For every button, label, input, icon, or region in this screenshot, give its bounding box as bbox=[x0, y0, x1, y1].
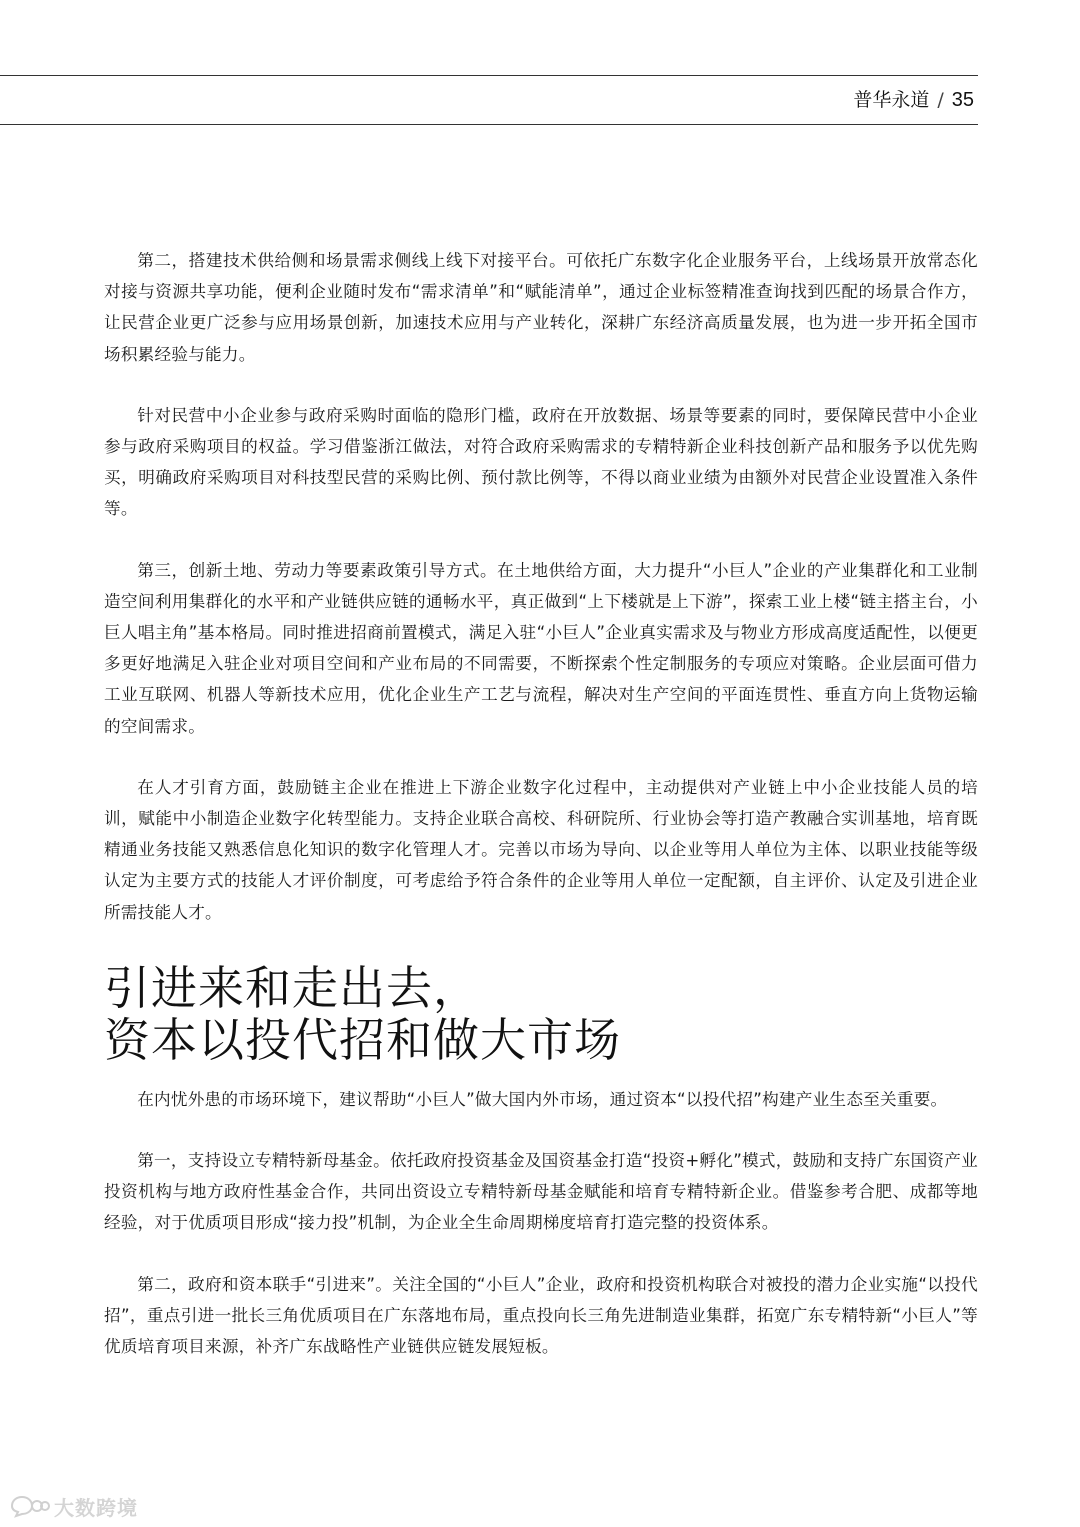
page-body bbox=[104, 245, 978, 1362]
paragraph-talent: 在人才引育方面，鼓励链主企业在推进上下游企业数字化过程中，主动提供对产业链上中小企业技能人员的培训，赋能中小制造企业数字化转型能力。支持企业联合高校、科研院所、行业协会等打造产教融合实训基地，培育既精通业务技能又熟悉信息化知识的数字化管理人才。完善以市场为导向、以企业等用人单位为主体、以职业技能等级认定为主要方式的技能人才评价制度，可考虑给予符合条件的企业等用人单位一定配额，自主评价、认定及引进企业所需技能人才。 bbox=[104, 777, 978, 922]
paragraph-bring-in: 第二，政府和资本联手“引进来”。关注全国的“小巨人”企业，政府和投资机构联合对被投的潜力企业实施“以投代招”，重点引进一批长三角优质项目在广东落地布局，重点投向长三角先进制造业集群，拓宽广东专精特新“小巨人”等优质培育项目来源，补齐广东战略性产业链供应链发展短板。 bbox=[104, 1274, 978, 1357]
header-rule-bottom bbox=[0, 124, 978, 125]
section-heading-line-2: 资本以投代招和做大市场 bbox=[104, 1012, 621, 1067]
header-rule-top bbox=[0, 75, 978, 76]
header-title: 普华永道 bbox=[853, 89, 930, 111]
paragraph-mother-fund: 第一，支持设立专精特新母基金。依托政府投资基金及国资基金打造“投资+孵化”模式，鼓励和支持广东国资产业投资机构与地方政府性基金合作，共同出资设立专精特新母基金赋能和培育专精特新企业。借鉴参考合肥、成都等地经验，对于优质项目形成“接力投”机制，为企业全生命周期梯度培育打造完整的投资体系。 bbox=[104, 1151, 978, 1233]
chat-bubble-logo-icon bbox=[8, 1494, 50, 1518]
watermark bbox=[8, 1492, 138, 1520]
section-heading-line-1: 引进来和走出去， bbox=[104, 960, 480, 1015]
paragraph-procurement: 针对民营中小企业参与政府采购时面临的隐形门槛，政府在开放数据、场景等要素的同时，要保障民营中小企业参与政府采购项目的权益。学习借鉴浙江做法，对符合政府采购需求的专精特新企业科技创新产品和服务予以优先购买，明确政府采购项目对科技型民营的采购比例、预付款比例等，不得以商业业绩为由额外对民营企业设置准入条件等。 bbox=[104, 405, 978, 519]
paragraph-land-labor: 第三，创新土地、劳动力等要素政策引导方式。在土地供给方面，大力提升“小巨人”企业的产业集群化和工业制造空间利用集群化的水平和产业链供应链的通畅水平，真正做到“上下楼就是上下游”，探索工业上楼“链主搭主台，小巨人唱主角”基本格局。同时推进招商前置模式，满足入驻“小巨人”企业真实需求及与物业方形成高度适配性，以便更多更好地满足入驻企业对项目空间和产业布局的不同需要，不断探索个性定制服务的专项应对策略。企业层面可借力工业互联网、机器人等新技术应用，优化企业生产工艺与流程，解决对生产空间的平面连贯性、垂直方向上货物运输的空间需求。 bbox=[104, 560, 978, 736]
section-heading bbox=[104, 962, 978, 1066]
page-number: 35 bbox=[951, 89, 974, 111]
running-header bbox=[853, 86, 974, 114]
paragraph-platform: 第二，搭建技术供给侧和场景需求侧线上线下对接平台。可依托广东数字化企业服务平台，上线场景开放常态化对接与资源共享功能，便利企业随时发布“需求清单”和“赋能清单”，通过企业标签精准查询找到匹配的场景合作方，让民营企业更广泛参与应用场景创新，加速技术应用与产业转化，深耕广东经济高质量发展，也为进一步开拓全国市场积累经验与能力。 bbox=[104, 251, 978, 364]
header-separator: / bbox=[937, 89, 944, 111]
watermark-text: 大数跨境 bbox=[54, 1495, 138, 1520]
paragraph-intro: 在内忧外患的市场环境下，建议帮助“小巨人”做大国内外市场，通过资本“以投代招”构建产业生态至关重要。 bbox=[137, 1089, 948, 1109]
